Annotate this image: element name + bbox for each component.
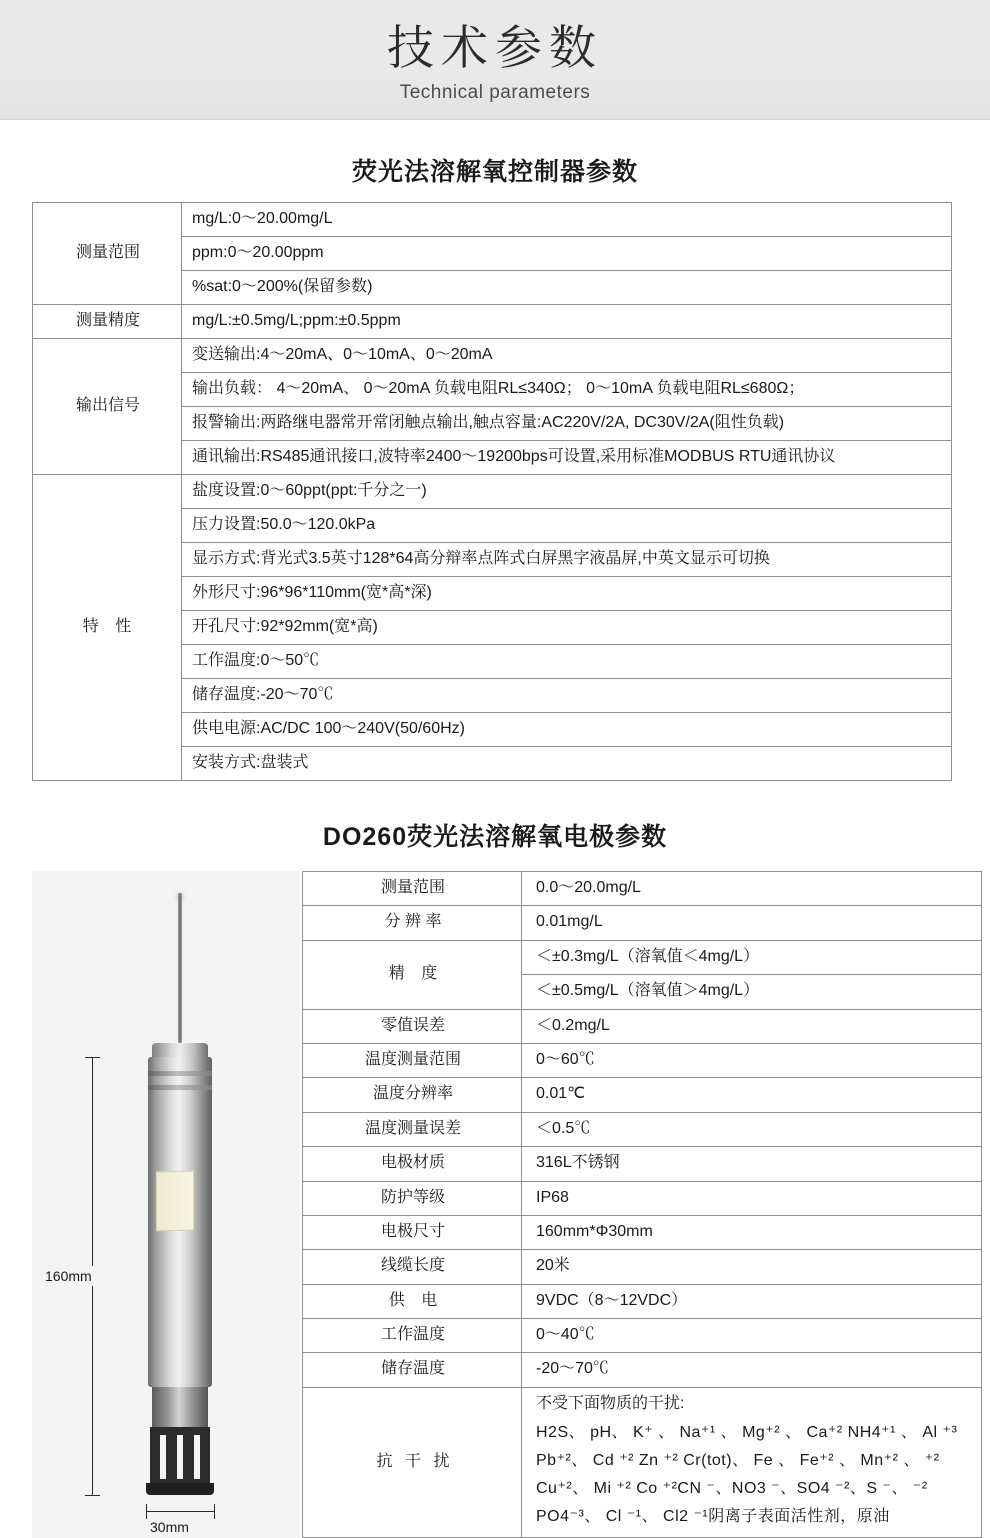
- width-dimension-cap-left: [146, 1504, 147, 1519]
- row-value: 盐度设置:0～60ppt(ppt:千分之一): [182, 475, 952, 509]
- table-row: [303, 1043, 982, 1077]
- probe-ring: [148, 1085, 212, 1090]
- page-title: 技术参数: [387, 21, 603, 75]
- page-banner: [0, 0, 990, 120]
- table-row: [303, 1387, 982, 1537]
- interference-line: PO4⁻³、 Cl ⁻¹、 Cl2 ⁻¹阴离子表面活性剂，原油: [536, 1508, 890, 1526]
- row-value: 开孔尺寸:92*92mm(宽*高): [182, 611, 952, 645]
- row-label-measuring-range: 测量范围: [303, 872, 522, 906]
- height-dimension-label: 160mm: [42, 1266, 95, 1286]
- interference-line: H2S、 pH、 K⁺ 、 Na⁺¹ 、 Mg⁺² 、 Ca⁺² NH4⁺¹ 、 Al ⁺³: [536, 1424, 958, 1442]
- row-label-electrode-size: 电极尺寸: [303, 1215, 522, 1249]
- width-dimension-line: [146, 1511, 214, 1512]
- row-value: ＜0.2mg/L: [522, 1009, 982, 1043]
- row-label-output-signal: 输出信号: [33, 339, 182, 475]
- row-label-accuracy: 精 度: [303, 940, 522, 1009]
- row-label-cable-length: 线缆长度: [303, 1250, 522, 1284]
- row-value: 显示方式:背光式3.5英寸128*64高分辩率点阵式白屏黑字液晶屏,中英文显示可切换: [182, 543, 952, 577]
- row-value: mg/L:0～20.00mg/L: [182, 203, 952, 237]
- probe-sensor-cage: [150, 1427, 210, 1491]
- row-value: 0.01mg/L: [522, 906, 982, 940]
- row-label-accuracy: 测量精度: [33, 305, 182, 339]
- table-row: [303, 1319, 982, 1353]
- probe-lower-body: [152, 1387, 208, 1427]
- table-row: [303, 1215, 982, 1249]
- table-row: [303, 906, 982, 940]
- row-label-resolution: 分 辨 率: [303, 906, 522, 940]
- row-value: 变送输出:4～20mA、0～10mA、0～20mA: [182, 339, 952, 373]
- probe-ring: [148, 1071, 212, 1076]
- controller-parameters-table: [32, 202, 952, 781]
- probe-illustration: [32, 871, 302, 1538]
- width-dimension-cap-right: [214, 1504, 215, 1519]
- row-value: 0～40℃: [522, 1319, 982, 1353]
- row-value: 储存温度:-20～70℃: [182, 679, 952, 713]
- row-value: IP68: [522, 1181, 982, 1215]
- row-label-characteristics: 特 性: [33, 475, 182, 781]
- row-value: 工作温度:0～50℃: [182, 645, 952, 679]
- row-value: 安装方式:盘装式: [182, 747, 952, 781]
- row-value: 0～60℃: [522, 1043, 982, 1077]
- table-row: [33, 203, 952, 237]
- row-value: ppm:0～20.00ppm: [182, 237, 952, 271]
- table-row: [303, 1181, 982, 1215]
- row-label-electrode-material: 电极材质: [303, 1147, 522, 1181]
- row-label-power-supply: 供 电: [303, 1284, 522, 1318]
- row-value: ＜±0.5mg/L（溶氧值＞4mg/L）: [522, 975, 982, 1009]
- row-value: 0.01℃: [522, 1078, 982, 1112]
- row-value-interference: [522, 1387, 982, 1537]
- height-dimension-cap-top: [85, 1057, 100, 1058]
- interference-line: Pb⁺²、 Cd ⁺² Zn ⁺² Cr(tot)、 Fe 、 Fe⁺² 、 Mn⁺² 、 ⁺²: [536, 1452, 940, 1470]
- row-value: mg/L:±0.5mg/L;ppm:±0.5ppm: [182, 305, 952, 339]
- controller-section-title: 荧光法溶解氧控制器参数: [351, 158, 638, 186]
- row-value: 通讯输出:RS485通讯接口,波特率2400～19200bps可设置,采用标准MODBUS RTU通讯协议: [182, 441, 952, 475]
- row-value: -20～70℃: [522, 1353, 982, 1387]
- row-value: 外形尺寸:96*96*110mm(宽*高*深): [182, 577, 952, 611]
- height-dimension-cap-bottom: [85, 1495, 100, 1496]
- table-row: [303, 1147, 982, 1181]
- width-dimension-label: 30mm: [150, 1519, 189, 1535]
- row-value: 输出负载： 4～20mA、 0～20mA 负载电阻RL≤340Ω； 0～10mA 负载电阻RL≤680Ω；: [182, 373, 952, 407]
- page-subtitle: Technical parameters: [399, 81, 591, 103]
- row-label-measuring-range: 测量范围: [33, 203, 182, 305]
- cage-slot: [177, 1435, 183, 1479]
- row-label-operating-temp: 工作温度: [303, 1319, 522, 1353]
- row-value: 9VDC（8～12VDC）: [522, 1284, 982, 1318]
- table-row: [303, 1078, 982, 1112]
- probe-cable: [178, 893, 182, 1043]
- table-row: [303, 940, 982, 974]
- table-row: [303, 872, 982, 906]
- table-row: [303, 1284, 982, 1318]
- row-value: 压力设置:50.0～120.0kPa: [182, 509, 952, 543]
- cage-slot: [194, 1435, 200, 1479]
- row-label-zero-error: 零值误差: [303, 1009, 522, 1043]
- table-row: [33, 305, 952, 339]
- row-value: 0.0～20.0mg/L: [522, 872, 982, 906]
- electrode-section: [32, 871, 958, 1538]
- table-row: [303, 1009, 982, 1043]
- table-row: [303, 1353, 982, 1387]
- probe-label-sticker: [156, 1171, 194, 1232]
- row-value: 报警输出:两路继电器常开常闭触点输出,触点容量:AC220V/2A, DC30V/2A(阻性负载): [182, 407, 952, 441]
- cage-slot: [160, 1435, 166, 1479]
- row-value: 20米: [522, 1250, 982, 1284]
- probe-cage-base: [146, 1483, 214, 1495]
- row-label-protection-grade: 防护等级: [303, 1181, 522, 1215]
- row-label-temp-error: 温度测量误差: [303, 1112, 522, 1146]
- interference-line: Cu⁺²、 Mi ⁺² Co ⁺²CN ⁻、NO3 ⁻、SO4 ⁻²、S ⁻、 ⁻²: [536, 1480, 928, 1498]
- electrode-parameters-table: [302, 871, 982, 1538]
- row-value: 160mm*Φ30mm: [522, 1215, 982, 1249]
- row-value: ＜0.5℃: [522, 1112, 982, 1146]
- row-label-temp-resolution: 温度分辨率: [303, 1078, 522, 1112]
- row-label-temp-range: 温度测量范围: [303, 1043, 522, 1077]
- row-value: %sat:0～200%(保留参数): [182, 271, 952, 305]
- table-row: [33, 339, 952, 373]
- table-row: [303, 1250, 982, 1284]
- table-row: [33, 475, 952, 509]
- row-label-storage-temp: 储存温度: [303, 1353, 522, 1387]
- row-label-interference: 抗 干 扰: [303, 1387, 522, 1537]
- table-row: [303, 1112, 982, 1146]
- row-value: 供电电源:AC/DC 100～240V(50/60Hz): [182, 713, 952, 747]
- interference-heading: 不受下面物质的干扰:: [536, 1394, 685, 1412]
- row-value: ＜±0.3mg/L（溶氧值＜4mg/L）: [522, 940, 982, 974]
- electrode-section-title: DO260荧光法溶解氧电极参数: [322, 823, 668, 851]
- row-value: 316L不锈钢: [522, 1147, 982, 1181]
